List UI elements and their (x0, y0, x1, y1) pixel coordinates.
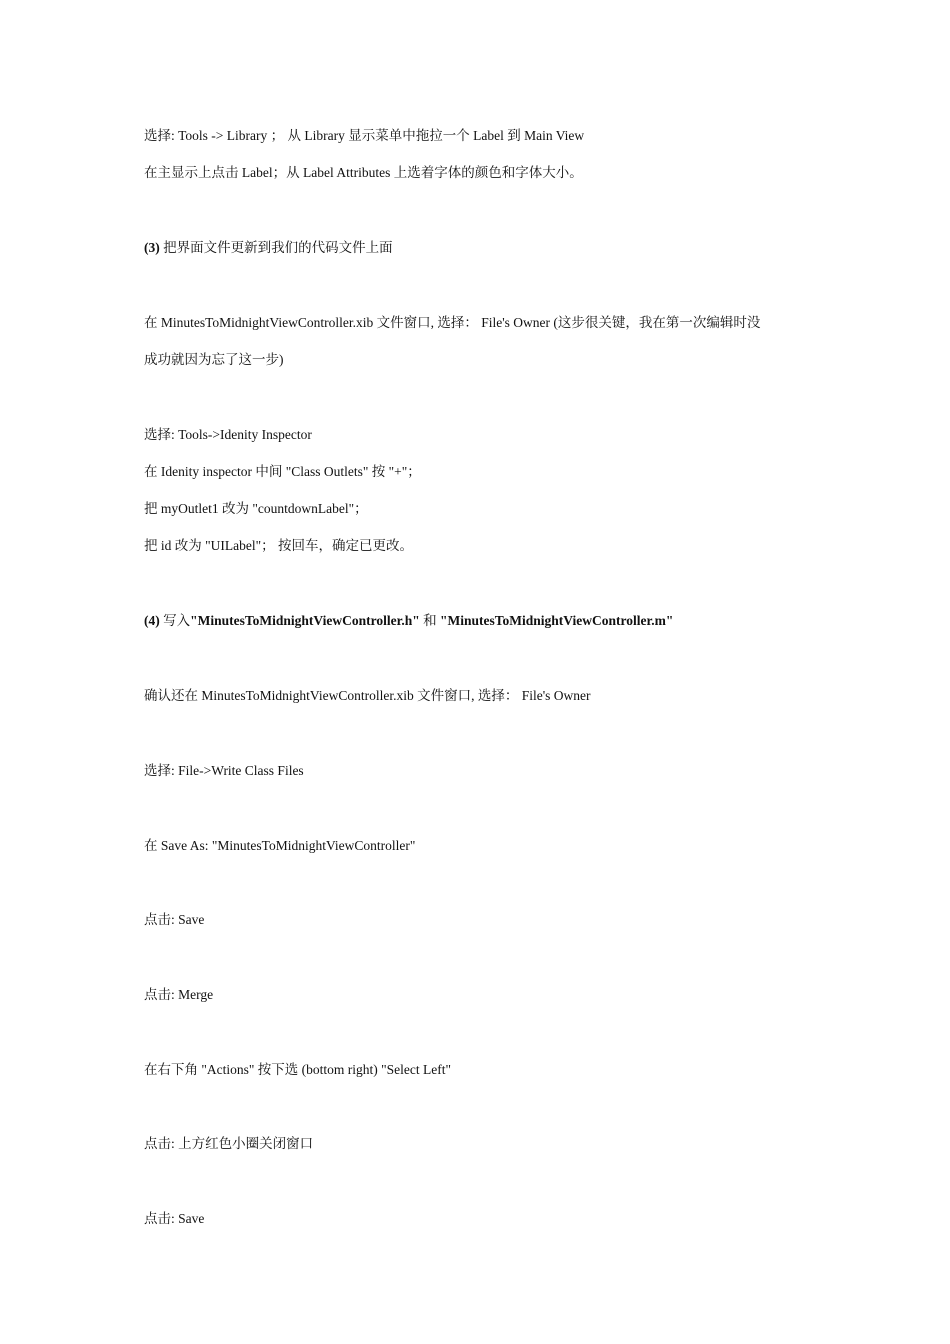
text-line: 点击: Merge (144, 987, 214, 1002)
heading-conj: 和 (423, 613, 437, 628)
text-line: 成功就因为忘了这一步) (144, 352, 284, 367)
section-heading-3 (144, 239, 393, 257)
text-line: 点击: Save (144, 912, 205, 927)
text-line: 确认还在 MinutesToMidnightViewController.xib 文件窗口, 选择： File's Owner (144, 688, 591, 703)
heading-number: (4) (144, 613, 160, 628)
heading-file-m: "MinutesToMidnightViewController.m" (440, 613, 674, 628)
text-line: 把 id 改为 "UILabel"； 按回车，确定已更改。 (144, 538, 413, 553)
text-line: 选择: Tools->Idenity Inspector (144, 427, 312, 442)
text-line: 选择: File->Write Class Files (144, 763, 304, 778)
heading-prefix: 写入 (163, 613, 191, 628)
text-line: 在右下角 "Actions" 按下选 (bottom right) "Select Left" (144, 1062, 451, 1077)
heading-text: 把界面文件更新到我们的代码文件上面 (163, 240, 393, 255)
text-line: 在主显示上点击 Label；从 Label Attributes 上选着字体的颜色和字体大小。 (144, 165, 583, 180)
text-line: 选择: Tools -> Library ； 从 Library 显示菜单中拖拉一个 Label 到 Main View (144, 128, 585, 143)
heading-file-h: "MinutesToMidnightViewController.h" (190, 613, 420, 628)
text-line: 在 Save As: "MinutesToMidnightViewController" (144, 838, 416, 853)
section-heading-4 (144, 612, 673, 630)
heading-number: (3) (144, 240, 160, 255)
text-line: 在 Idenity inspector 中间 "Class Outlets" 按 "+"； (144, 464, 421, 479)
text-line: 在 MinutesToMidnightViewController.xib 文件窗口, 选择： File's Owner (这步很关键，我在第一次编辑时没 (144, 315, 761, 330)
text-line: 点击: 上方红色小圈关闭窗口 (144, 1136, 314, 1151)
text-line: 点击: Save (144, 1211, 205, 1226)
text-line: 把 myOutlet1 改为 "countdownLabel"； (144, 501, 368, 516)
